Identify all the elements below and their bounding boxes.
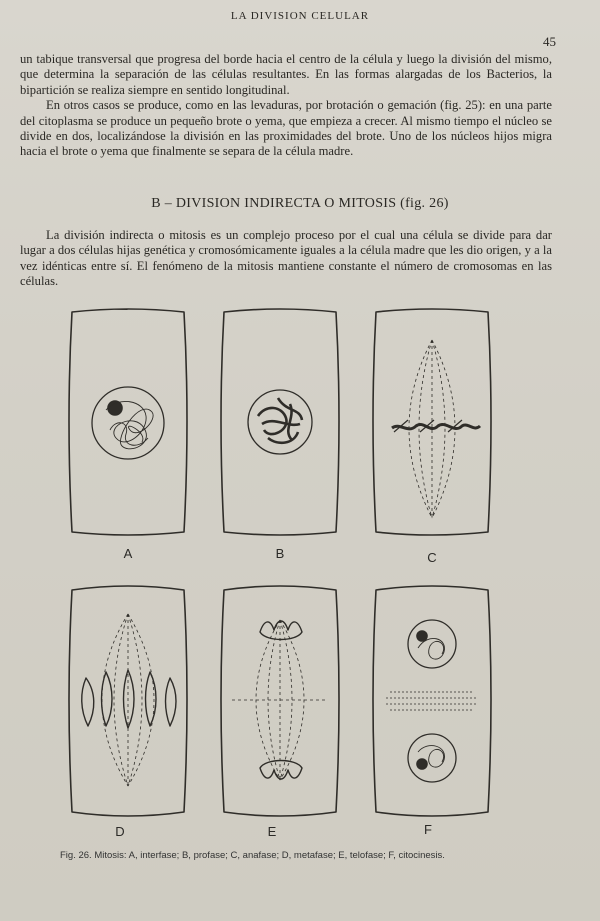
chromatids-d	[82, 670, 176, 728]
panel-label-f: F	[424, 822, 432, 837]
figure-caption: Fig. 26. Mitosis: A, interfase; B, profase; C, anafase; D, metafase; E, telofase; F, citocinesis.	[60, 850, 445, 861]
panel-label-c: C	[427, 550, 437, 565]
chromosomes-c	[392, 424, 480, 428]
panel-a	[69, 309, 187, 535]
panel-b	[221, 309, 339, 535]
nucleus-bottom-f	[408, 734, 456, 782]
panel-label-a: A	[123, 546, 133, 561]
cell-outline-a	[69, 309, 187, 535]
intro-text	[20, 52, 552, 160]
mitosis-figure	[56, 300, 506, 845]
mitosis-diagram	[56, 300, 506, 845]
spindle-e	[232, 620, 328, 780]
cell-plate-f	[386, 692, 478, 710]
panel-f	[373, 586, 491, 816]
intro-paragraph-2: En otros casos se produce, como en las levaduras, por brotación o gemación (fig. 25): en una parte del citoplasma se produce un pequeño brote o yema, que empieza a crecer. Al mismo tiempo el núcleo se divide en dos, localizándose la división en las proximidades del brote. Uno de los núcleos hijos migra hacia el brote o yema que finalmente se separa de la célula madre.	[20, 98, 552, 159]
panel-c	[373, 309, 491, 535]
nucleolus-bottom-f	[417, 759, 427, 769]
panel-label-e: E	[267, 824, 277, 839]
chromosomes-b	[258, 398, 302, 443]
panel-e	[221, 586, 339, 816]
page-number: 45	[543, 34, 556, 49]
section-paragraph	[20, 228, 552, 290]
nucleolus-top-f	[417, 631, 427, 641]
section-heading: B – DIVISION INDIRECTA O MITOSIS (fig. 26)	[151, 196, 449, 211]
panel-d	[69, 586, 187, 816]
panel-label-d: D	[115, 824, 125, 839]
chromosome-group-top-e	[260, 621, 302, 640]
mitosis-definition: La división indirecta o mitosis es un complejo proceso por el cual una célula se divide para dar lugar a dos células hijas genética y cromosómicamente iguales a la célula madre que les dio origen, y a la vez idénticas entre sí. El fenómeno de la mitosis mantiene constante el número de cromosomas en las células.	[20, 228, 552, 289]
panel-label-b: B	[275, 546, 285, 561]
running-title: LA DIVISION CELULAR	[230, 10, 370, 22]
intro-paragraph-1: un tabique transversal que progresa del borde hacia el centro de la célula y luego la división del mismo, que determina la separación de las células resultantes. En las formas alargadas de los Bacterios, la bipartición se realiza siempre en sentido longitudinal.	[20, 52, 552, 97]
